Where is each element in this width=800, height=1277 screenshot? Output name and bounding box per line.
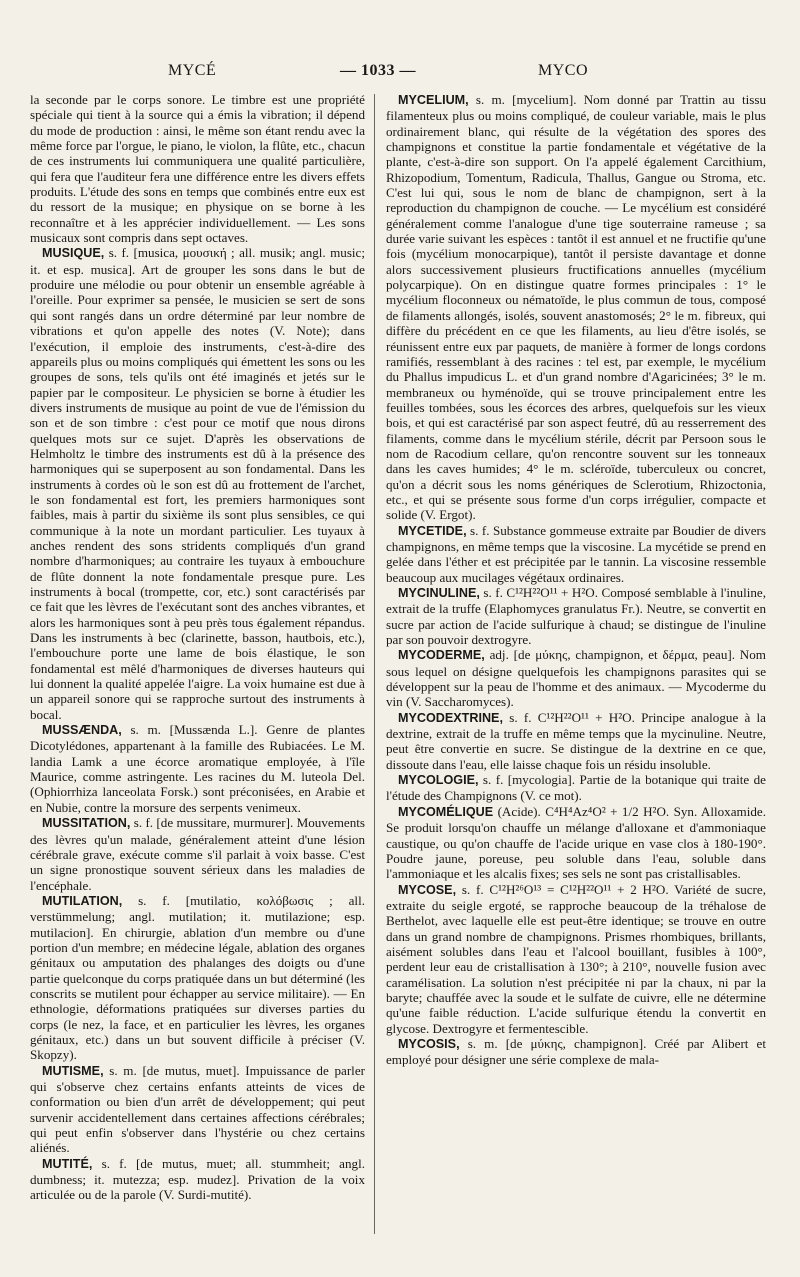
dictionary-entry <box>30 815 365 893</box>
entry-text: s. f. [de mutus, muet; all. stummheit; angl. dumbness; it. mutezza; esp. mudez]. Privation de la voix articulée ou de la parole (V. Surdi-mutité). <box>30 1155 365 1203</box>
entry-text: s. f. Substance gommeuse extraite par Boudier de divers champignons, en même temps que la viscosine. La mycétide se prend en gelée dans l'éther et est précipitée par le tannin. La viscosine ressemble beaucoup aux mucilages végétaux ordinaires. <box>386 522 766 585</box>
dictionary-entry <box>386 523 766 585</box>
entry-text: s. f. [musica, μουσική ; all. musik; angl. music; it. et esp. musica]. Art de grouper les sons dans le but de produire une mélodie ou pour obtenir un ensemble agréable à l'oreille. Pour exprimer sa pensée, le musicien se sert de sons qui sont rangés dans un ordre déterminé par leur nombre de vibrations et qu'on appelle des notes (V. Note); dans l'exécution, il emploie des instruments, c'est-à-dire des appareils plus ou moins compliqués qui émettent les sons ou les groupes de sons, tels qu'ils ont été imaginés et jetés sur le papier par le compositeur. Le physicien se borne à étudier les divers instruments de musique au point de vue de l'émission du son et de son timbre : c'est pour ce motif que nous dirons quelques mots sur ce sujet. D'après les observations de Helmholtz le timbre des instruments est dû à la présence des harmoniques qui se superposent au son fondamental. Dans les instruments à cordes où le son est dû au frottement de l'archet, le son fondamental est fort, les premiers harmoniques sont faibles, mais à partir du sixième ils sont plus sensibles, ce qui communique à la note un mordant particulier. Les tuyaux à anches rendent des sons stridents compliqués d'un grand nombre d'harmoniques; au contraire les tuyaux à embouchure de flûte donnent la note fondamentale presque pure. Les instruments à bocal (trompette, cor, etc.) sont caractérisés par ce fait que les lèvres de l'exécutant sont des anches vibrantes, et alors les harmoniques sont à peu près tous également répandus. Dans les instruments à bec (clarinette, basson, hautbois, etc.), l'embouchure porte une lame de bois élastique, le son fondamental est mêlé d'harmoniques de diverses hauteurs qui lui donnent la qualité appelée l'aigre. La voix humaine est due à un appareil sonore qui se rapproche surtout des instruments à bocal. <box>30 245 365 722</box>
entry-text: adj. [de μύκης, champignon, et δέρμα, peau]. Nom sous lequel on désigne quelquefois les champignons parasites qui se développent sur la peau de l'homme et des animaux. — Mycoderme du vin (V. Saccharomyces). <box>386 647 766 710</box>
entry-text: s. m. [mycelium]. Nom donné par Trattin au tissu filamenteux plus ou moins compliqué, de couleur variable, mais le plus ordinairement blanc, qui résulte de la végétation des spores des champignons et constitue la partie fondamentale et végétative de la plante, c'est-à-dire son support. On l'a appelé également Carcithium, Rhizopodium, Tomentum, Radicula, Thallus, Gangue ou Stroma, etc. C'est lui qui, sous le nom de blanc de champignon, sert à la reproduction du champignon de couche. — Le mycélium est considéré généralement comme l'analogue d'une tige souterraine rameuse ; sa durée varie suivant les espèces : tantôt il est annuel et ne fructifie qu'une fois (mycélium monocarpique), tantôt il persiste davantage et donne alors successivement plusieurs fructifications annuelles (mycélium polycarpique). On en distingue quatre formes principales : 1° le mycélium floconneux ou nématoïde, le plus commun de tous, composé de filaments allongés, isolés, souvent anastomosés; 2° le m. fibreux, qui diffère du précédent en ce que les filaments, au lieu d'être isolés, se réunissent entre eux par paquets, de manière à former de longs cordons ramifiés, ressemblant à des racines : tel est, par exemple, le mycélium du Phallus impudicus L. et d'un grand nombre d'Agaricinées; 3° le m. membraneux ou hyménoïde, qui se trouve principalement entre les feuilles tombées, sous les écorces des arbres, quelquefois sur les vieux bois, et qui est caractérisé par son aspect feutré, dû au resserrement des filaments, comme dans le mycélium stérile, décrit par Persoon sous le nom de Racodium cellare, qu'on rencontre souvent sur les tonneaux dans les caves humides; 4° le m. scléroïde, tuberculeux ou concret, qu'on a décrit sous les noms génériques de Sclerotium, Rhizoctonia, etc., et qui se présente sous forme d'un corps irrégulier, compacte et solide (V. Ergot). <box>386 92 766 523</box>
entry-text: s. f. [mycologia]. Partie de la botanique qui traite de l'étude des Champignons (V. ce mot). <box>386 772 766 804</box>
entry-headword: MYCOSIS, <box>398 1036 460 1051</box>
entry-headword: MYCOLOGIE, <box>398 773 479 788</box>
page-number: — 1033 — <box>340 62 416 79</box>
entry-headword: MYCODEXTRINE, <box>398 710 503 725</box>
dictionary-entry <box>30 1156 365 1203</box>
dictionary-entry <box>386 882 766 1036</box>
entry-headword: MYCINULINE, <box>398 586 480 600</box>
page-header <box>0 62 800 86</box>
dictionary-entry <box>30 1063 365 1156</box>
dictionary-entry <box>386 647 766 709</box>
left-column <box>30 92 365 1242</box>
entry-text: (Acide). C⁴H⁴Az⁴O² + 1/2 H²O. Syn. Alloxamide. Se produit lorsqu'on chauffe un mélange d'alloxane et d'ammoniaque caustique, ou qu'on chauffe de l'acide urique en vase clos à 180-190°. Poudre jaune, poreuse, peu soluble dans l'eau, soluble dans l'ammoniaque et les alcalis fixes; ses sels ne sont pas cristallisables. <box>386 803 766 882</box>
entry-headword: MUTISME, <box>42 1063 104 1078</box>
dictionary-entry <box>386 92 766 523</box>
dictionary-entry <box>30 245 365 722</box>
column-divider <box>374 94 375 1234</box>
entry-text: s. f. C¹²H²²O¹¹ + H²O. Principe analogue à la dextrine, extrait de la truffe en même temps que la mycinuline. Neutre, peut être convertie en sucre. Se distingue de la dextrine en ce que, dissoute dans l'eau, elle laisse chaque fois un résidu insoluble. <box>386 709 766 772</box>
entry-text: s. f. C¹²H²²O¹¹ + H²O. Composé semblable à l'inuline, extrait de la truffe (Elaphomyces granulatus Fr.). Neutre, se convertit en sucre par action de l'acide sulfurique à chaud; se distingue de l'inuline par son pouvoir dextrogyre. <box>386 585 766 648</box>
entry-text: s. f. C¹²H²⁶O¹³ = C¹²H²²O¹¹ + 2 H²O. Variété de sucre, extraite du seigle ergoté, se rapproche beaucoup de la tréhalose de Berthelot, avec laquelle elle est peut-être identique; se trouve en outre dans un grand nombre de champignons. Prismes rhombiques, brillants, aisément solubles dans l'eau et l'alcool bouillant, fusibles à 100°, perdent leur eau de cristallisation à 130°; à 210°, nouvelle fusion avec caramélisation. La solution n'est précipitée ni par la chaux, ni par la baryte; chauffée avec la soude et le sulfate de cuivre, elle ne détermine qu'une faible réduction. L'acide sulfurique étendu la convertit en glycose. Dextrogyre et fermentescible. <box>386 881 766 1036</box>
entry-text: s. f. [de mussitare, murmurer]. Mouvements des lèvres qu'un malade, généralement atteint d'une lésion cérébrale grave, exécute comme s'il parlait à voix basse. C'est un signe pronostique souvent sérieux dans les maladies de l'encéphale. <box>30 815 365 893</box>
entry-headword: MUTITÉ, <box>42 1156 93 1171</box>
entry-text: s. m. [de mutus, muet]. Impuissance de parler qui s'observe chez certains enfants atteints de vices de conformation ou bien d'un arrêt de développement; qui peut survenir accidentellement dans certaines affections cérébrales; qui peut enfin s'observer dans l'hystérie ou chez certains aliénés. <box>30 1062 365 1156</box>
entry-headword: MUSSITATION, <box>42 816 131 831</box>
dictionary-entry <box>30 92 365 245</box>
entry-text: s. m. [Mussænda L.]. Genre de plantes Dicotylédones, appartenant à la famille des Rubiacées. Le M. landia Lamk a une écorce aromatique employée, à l'île Maurice, comme astringente. Les racines du M. luteola Del. (Ophiorrhiza lanceolata Forsk.) sont préconisées, en Arabie et en Nubie, contre la morsure des serpents venimeux. <box>30 722 365 815</box>
dictionary-entry <box>30 893 365 1063</box>
entry-headword: MYCOMÉLIQUE <box>398 804 494 819</box>
dictionary-entry <box>386 1036 766 1068</box>
header-right-guideword: MYCO <box>538 62 589 79</box>
entry-headword: MYCETIDE, <box>398 523 467 538</box>
header-left-guideword: MYCÉ <box>168 62 217 79</box>
entry-headword: MUTILATION, <box>42 893 123 908</box>
entry-headword: MYCODERME, <box>398 648 485 663</box>
entry-text: la seconde par le corps sonore. Le timbre est une propriété spéciale qui tient à la source qui a émis la vibration; il dépend du mode de production : ainsi, le même son étant rendu avec la même force par l'orgue, le piano, le violon, la flûte, etc., chacun de ces instruments lui communiquera une qualité particulière, qui fera que l'auditeur fera une différence entre les divers effets produits. L'étude des sons en temps que combinés entre eux est du ressort de la musique; en physique on se borne à les reconnaître et à les apprécier individuellement. — Les sons musicaux sont compris dans sept octaves. <box>30 92 365 246</box>
right-column <box>386 92 766 1242</box>
entry-headword: MYCOSE, <box>398 882 457 897</box>
entry-text: s. m. [de μύκης, champignon]. Créé par Alibert et employé pour désigner une série complexe de mala- <box>386 1035 766 1068</box>
dictionary-entry <box>386 804 766 882</box>
entry-text: s. f. [mutilatio, κολόβωσις ; all. verstümmelung; angl. mutilation; it. mutilazione; esp. mutilacion]. En chirurgie, ablation d'un membre ou d'une portion d'un membre; en médecine légale, ablation des organes génitaux ou amputation des phalanges des doigts ou d'une partie quelconque du corps pratiquée dans un but déterminé (les conscrits se mutilent pour échapper au service militaire). — En ethnologie, déformations pratiquées sur diverses parties du corps (le nez, la face, et en particulier les lèvres, les organes génitaux, etc.) dans un but souvent difficile à préciser (V. Skopzy). <box>30 892 365 1063</box>
dictionary-entry <box>386 772 766 804</box>
dictionary-entry <box>386 585 766 647</box>
entry-headword: MYCELIUM, <box>398 93 469 107</box>
dictionary-entry <box>30 722 365 815</box>
entry-headword: MUSIQUE, <box>42 246 105 261</box>
dictionary-entry <box>386 710 766 772</box>
entry-headword: MUSSÆNDA, <box>42 723 122 738</box>
